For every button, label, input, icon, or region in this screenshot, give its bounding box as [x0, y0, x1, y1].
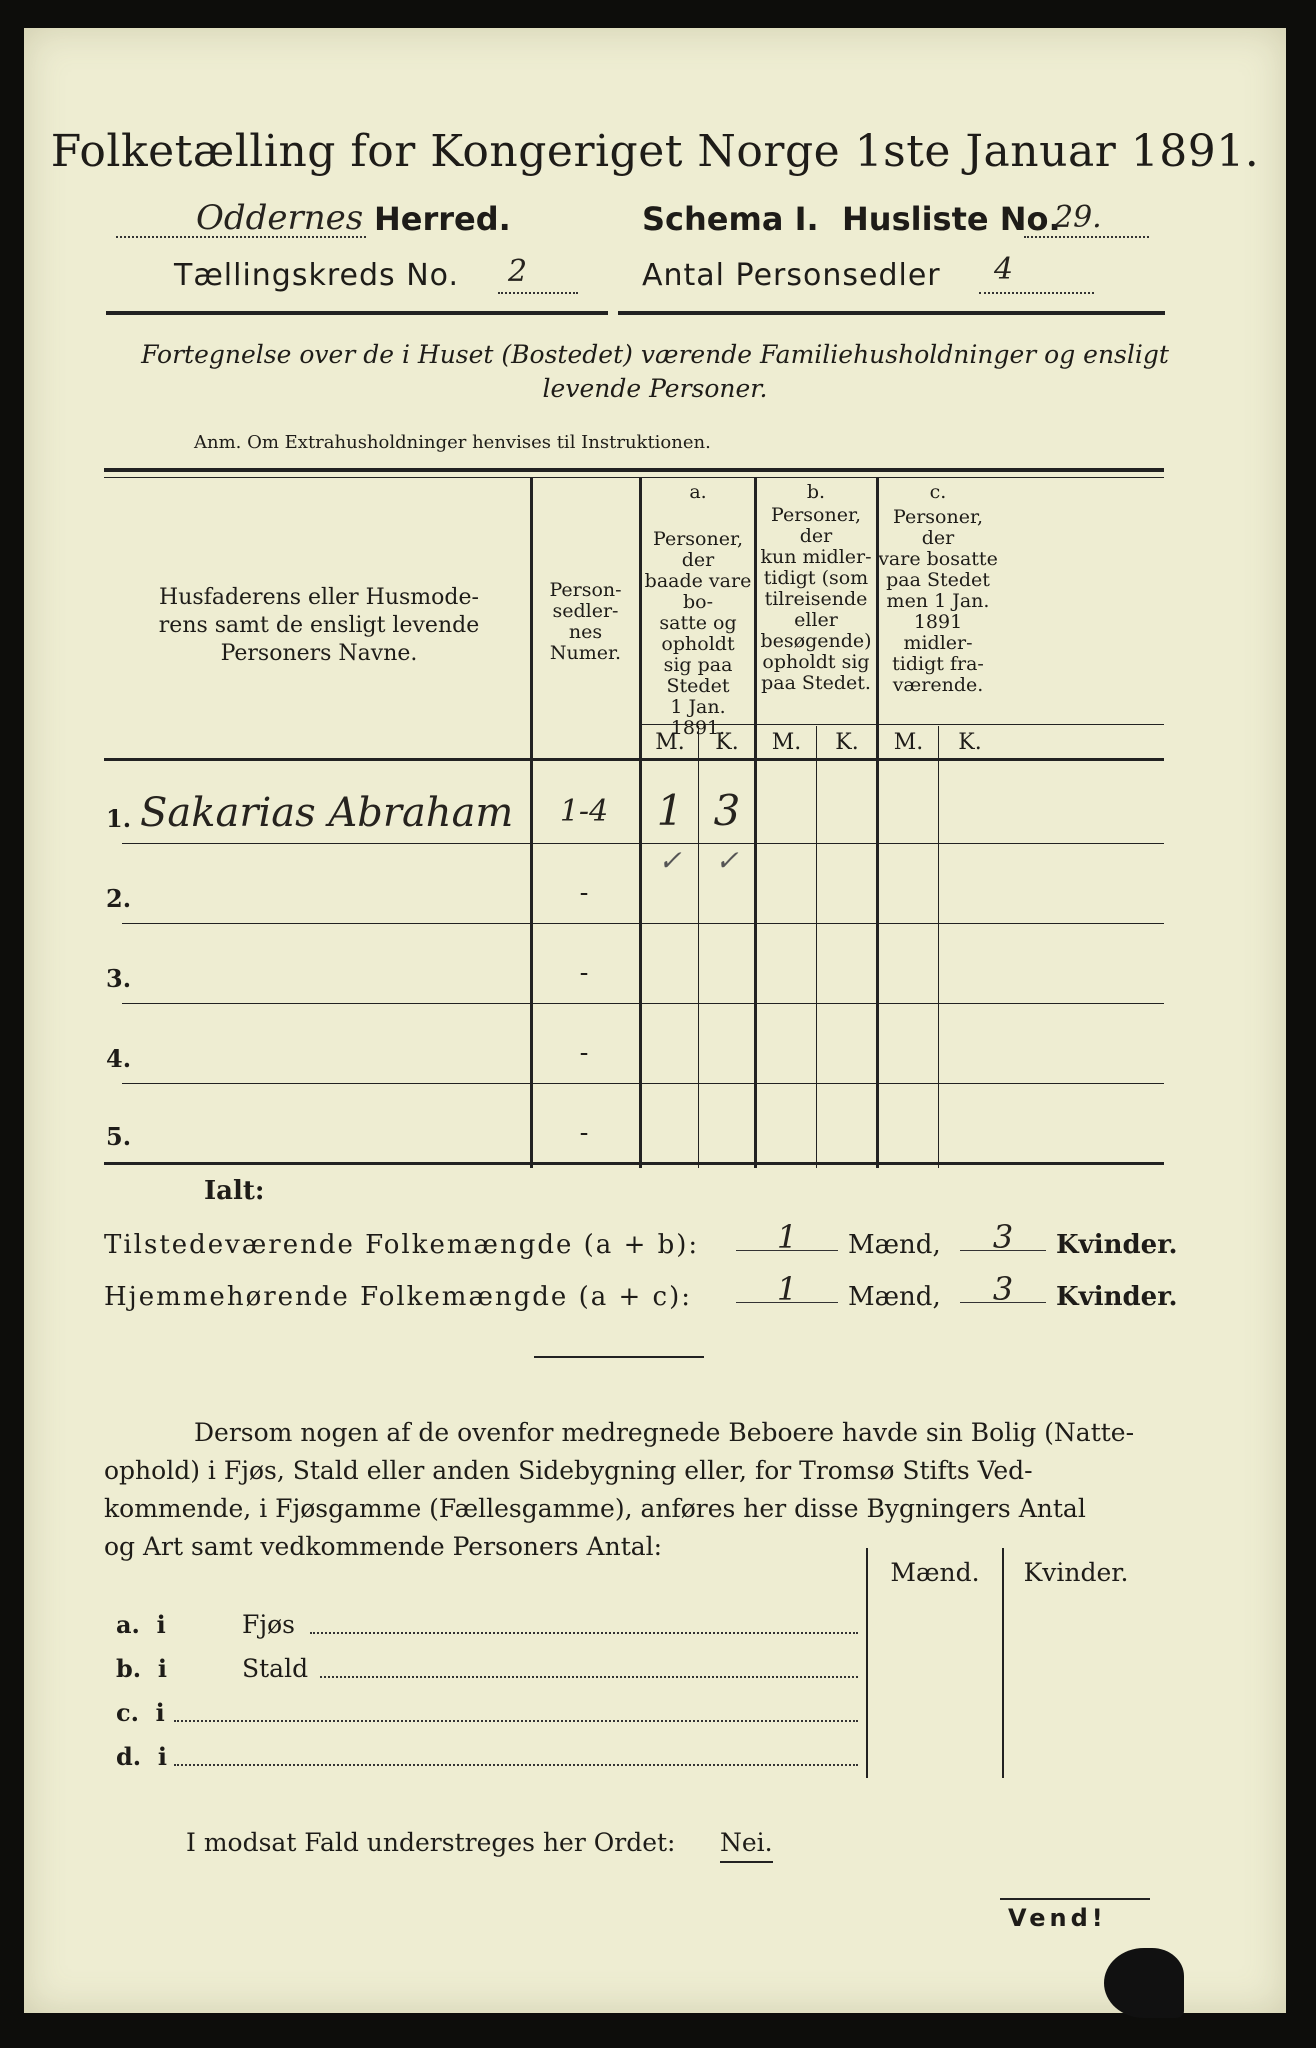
row-1-a-m-check: ✓ — [658, 844, 682, 877]
hjemme-k-field — [960, 1270, 1046, 1312]
personsedler-value: 4 — [994, 252, 1014, 287]
herred-value: Oddernes — [196, 198, 364, 238]
tilstede-k-value: 3 — [992, 1218, 1014, 1256]
personsedler-label: Antal Personsedler — [642, 258, 941, 293]
anm-note: Anm. Om Extrahusholdninger henvises til Instruktionen. — [194, 432, 711, 453]
row-1-a-m: 1 — [656, 786, 684, 835]
item-b-label: Stald — [242, 1654, 309, 1683]
row-3-numer: - — [579, 958, 589, 988]
a-k-label: K. — [715, 730, 739, 755]
outbuilding-col-maend: Mænd. — [890, 1558, 980, 1587]
row-1-name: Sakarias Abraham — [140, 790, 514, 836]
row-1-a-k-check: ✓ — [715, 844, 739, 877]
row-2-number: 2. — [106, 884, 132, 913]
b-m-label: M. — [771, 730, 802, 755]
row-4-numer: - — [579, 1038, 589, 1068]
item-a-letter: a. i — [116, 1610, 166, 1639]
herred-label: Herred. — [374, 200, 511, 238]
nei-sentence: I modsat Fald understreges her Ordet: — [186, 1828, 676, 1857]
ink-blot — [1104, 1948, 1184, 2018]
row-1-numer: 1-4 — [559, 794, 609, 829]
row-5-numer: - — [579, 1118, 589, 1148]
vend-label: Vend! — [1008, 1904, 1107, 1932]
hjemme-kvinder: Kvinder. — [1056, 1282, 1178, 1312]
census-form-page — [24, 28, 1286, 2013]
hjemme-label: Hjemmehørende Folkemængde (a + c): — [104, 1282, 692, 1312]
tilstede-k-field — [960, 1218, 1046, 1260]
tilstede-label: Tilstedeværende Folkemængde (a + b): — [104, 1230, 700, 1260]
tilstede-maend: Mænd, — [848, 1230, 941, 1260]
tilstede-kvinder: Kvinder. — [1056, 1230, 1178, 1260]
row-1-a-k: 3 — [713, 786, 741, 835]
tilstede-m-field — [736, 1218, 838, 1260]
b-k-label: K. — [835, 730, 859, 755]
a-m-label: M. — [655, 730, 685, 755]
nei-word: Nei. — [720, 1828, 773, 1863]
col-header-numer: Person- sedler- nes Numer. — [549, 579, 622, 664]
hjemme-k-value: 3 — [992, 1270, 1014, 1308]
item-a-label: Fjøs — [242, 1610, 295, 1639]
intro-line-1: Fortegnelse over de i Huset (Bostedet) værende Familiehusholdninger og ensligt — [141, 340, 1169, 369]
outbuilding-col-kvinder: Kvinder. — [1023, 1558, 1129, 1587]
item-d-letter: d. i — [116, 1742, 167, 1771]
husliste-field — [1024, 198, 1149, 240]
kreds-label: Tællingskreds No. — [174, 258, 459, 293]
c-k-label: K. — [958, 730, 982, 755]
personsedler-field — [979, 252, 1094, 296]
row-2-numer: - — [579, 878, 589, 908]
kreds-field — [498, 256, 578, 296]
tilstede-m-value: 1 — [776, 1218, 798, 1256]
intro-line-2: levende Personer. — [542, 374, 768, 403]
row-4-number: 4. — [106, 1044, 132, 1073]
row-1-number: 1. — [106, 804, 132, 833]
item-c-letter: c. i — [116, 1698, 165, 1727]
col-header-c: c. Personer, der vare bosatte paa Stedet men 1 Jan. 1891 midler- tidigt fra- værende. — [878, 481, 998, 696]
col-header-a: a. Personer, der baade vare bo- satte og opholdt sig paa Stedet 1 Jan. 1891. — [644, 481, 752, 739]
c-m-label: M. — [893, 730, 924, 755]
kreds-value: 2 — [508, 254, 528, 289]
husliste-label: Husliste No. — [842, 200, 1061, 238]
husliste-value: 29. — [1054, 200, 1102, 235]
hjemme-m-field — [736, 1270, 838, 1312]
row-5-number: 5. — [106, 1122, 132, 1151]
hjemme-maend: Mænd, — [848, 1282, 941, 1312]
ialt-label: Ialt: — [204, 1176, 265, 1206]
household-table — [104, 468, 1164, 1168]
outbuilding-paragraph: Dersom nogen af de ovenfor medregnede Beboere havde sin Bolig (Natte- ophold) i Fjøs, Stald eller anden Sidebygning eller, for Tromsø Stifts Ved- kommende, i Fjøsgamme (Fællesgamme), anføres her disse Bygningers Antal og Art samt vedkommende Personers Antal: — [104, 1418, 1135, 1561]
item-b-letter: b. i — [116, 1654, 167, 1683]
form-title: Folketælling for Kongeriget Norge 1ste Januar 1891. — [50, 126, 1260, 177]
hjemme-m-value: 1 — [776, 1270, 798, 1308]
col-header-b: b. Personer, der kun midler- tidigt (som tilreisende eller besøgende) opholdt sig paa Stedet. — [760, 481, 872, 694]
schema-label: Schema I. — [642, 200, 819, 238]
herred-field — [116, 198, 366, 240]
col-header-name: Husfaderens eller Husmode- rens samt de ensligt levende Personers Navne. — [158, 585, 480, 666]
row-3-number: 3. — [106, 964, 132, 993]
